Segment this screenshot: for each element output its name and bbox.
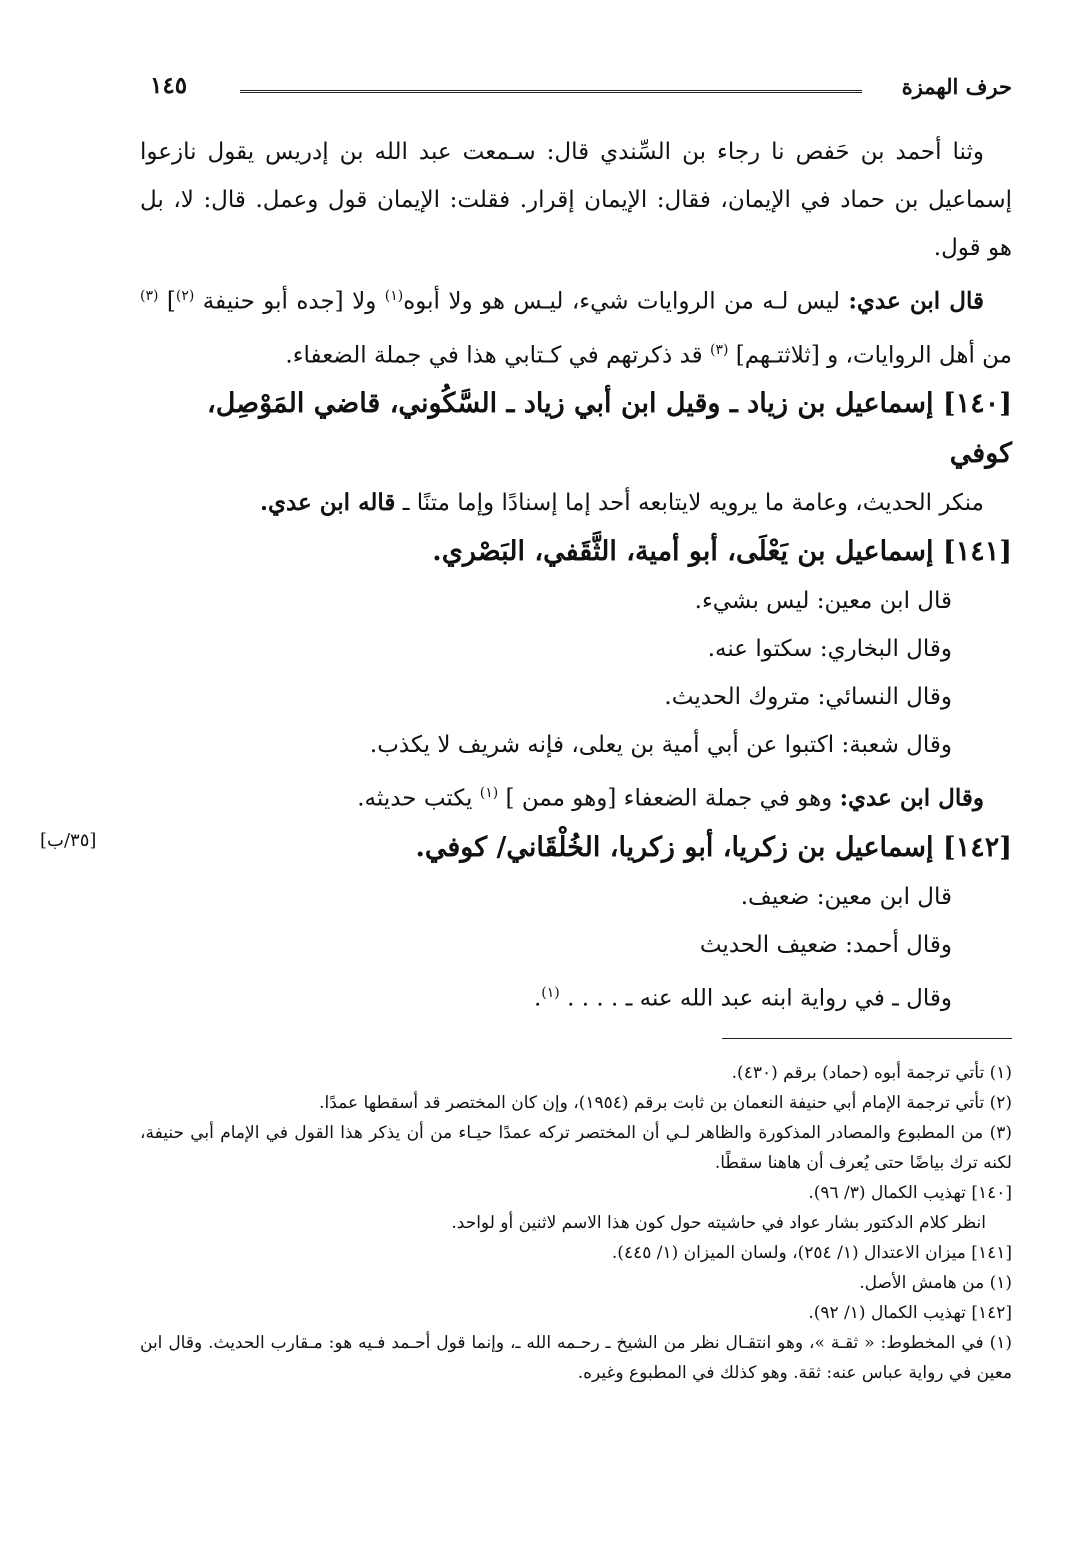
footnote-marker: (٣)	[709, 341, 729, 358]
entry-text-140	[140, 479, 1012, 527]
text-span: ]	[158, 288, 176, 315]
footnote-marker: (١)	[384, 288, 404, 304]
text-span: قد ذكرتهم في كـتابي هذا في جملة الضعفاء.	[285, 342, 710, 369]
footnote: (٢) تأتي ترجمة الإمام أبي حنيفة النعمان بن ثابت برقم (١٩٥٤)، وإن كان المختصر قد أسقطها عمدًا.	[319, 1093, 1012, 1113]
footnote: (١) في المخطوط: « ثقـة »، وهو انتقـال نظر من الشيخ ـ رحـمه الله ـ، وإنما قول أحـمد فـيه هو: مـقارب الحديث. وقال ابن معين في رواية عباس عنه: ثقة. وهو كذلك في المطبوع وغيره.	[140, 1333, 1012, 1383]
entry-heading-140: [١٤٠] إسماعيل بن زياد ـ وقيل ابن أبي زياد ـ السَّكُوني، قاضي المَوْصِل، كوفي	[206, 388, 1012, 470]
footnote-marker: (١)	[541, 984, 560, 1001]
speaker-label: قال ابن عدي:	[848, 287, 984, 315]
page-header	[150, 72, 1012, 112]
quote-line: قال ابن معين: ليس بشيء.	[694, 588, 952, 615]
text-span: ولا [جده أبو حنيفة	[194, 288, 385, 315]
speaker-label: وقال ابن عدي:	[839, 784, 984, 812]
page-number: ١٤٥	[150, 72, 188, 99]
text-span: منكر الحديث، وعامة ما يرويه لايتابعه أحد إما إسنادًا وإما متنًا ـ	[395, 490, 984, 517]
paragraph-ibn-adi	[140, 272, 1012, 379]
header-rule	[240, 90, 862, 93]
quote-line: وقال البخاري: سكتوا عنه.	[707, 636, 952, 663]
footnote: [١٤٢] تهذيب الكمال (١/ ٩٢).	[808, 1303, 1012, 1323]
text-span: من أهل الروايات، و [ثلاثتـهم]	[728, 342, 1012, 369]
running-title: حرف الهمزة	[901, 74, 1012, 99]
marginal-folio-ref: [٣٥/ب]	[40, 830, 97, 851]
text-span: .	[533, 985, 542, 1012]
footnote: (٣) من المطبوع والمصادر المذكورة والظاهر لـي أن المختصر تركه عمدًا حيـاء من أن يذكر هذا القول في الإمام أبي حنيفة، لكنه ترك بياضًا حتى يُعرف أن هاهنا سقطًا.	[140, 1123, 1012, 1173]
text-span: وهو في جملة الضعفاء [وهو ممن ]	[498, 785, 840, 812]
entry-heading-142: [١٤٢] إسماعيل بن زكريا، أبو زكريا، الخُلْقَاني/ كوفي.	[415, 831, 1012, 863]
source-attribution: قاله ابن عدي.	[259, 489, 396, 517]
entry-heading-141: [١٤١] إسماعيل بن يَعْلَى، أبو أمية، الثَّقَفي، البَصْري.	[432, 536, 1012, 568]
text-span: يكتب حديثه.	[357, 785, 480, 812]
quote-line: وقال أحمد: ضعيف الحديث	[699, 931, 952, 958]
quote-line	[140, 969, 1012, 1023]
quote-line	[140, 769, 1012, 823]
quote-line: وقال شعبة: اكتبوا عن أبي أمية بن يعلى، فإنه شريف لا يكذب.	[369, 732, 952, 759]
main-text	[140, 128, 1012, 1023]
text-span: وقال ـ في رواية ابنه عبد الله عنه ـ . . . .	[559, 985, 952, 1012]
footnote-marker: (٢)	[175, 288, 195, 304]
footnote-marker: (١)	[479, 785, 499, 802]
text-span: ليس لـه من الروايات شيء، ليـس هو ولا أبوه	[403, 288, 849, 315]
footnotes	[140, 1058, 1012, 1388]
footnote-separator	[722, 1038, 1012, 1039]
footnote: [١٤٠] تهذيب الكمال (٣/ ٩٦).	[808, 1183, 1012, 1203]
footnote: (١) تأتي ترجمة أبوه (حماد) برقم (٤٣٠).	[731, 1063, 1012, 1083]
footnote: انظر كلام الدكتور بشار عواد في حاشيته حول كون هذا الاسم لاثنين أو لواحد.	[451, 1213, 986, 1233]
footnote-marker: (٣)	[140, 288, 159, 304]
paragraph-isnad: وثنا أحمد بن حَفص نا رجاء بن السِّندي قال: سـمعت عبد الله بن إدريس يقول نازعوا إسماعيل بن حماد في الإيمان، فقال: الإيمان إقرار. فقلت: الإيمان قول وعمل. قال: لا، بل هو قول.	[140, 139, 1012, 261]
quote-line: قال ابن معين: ضعيف.	[740, 883, 952, 910]
footnote: [١٤١] ميزان الاعتدال (١/ ٢٥٤)، ولسان الميزان (١/ ٤٤٥).	[611, 1243, 1012, 1263]
footnote: (١) من هامش الأصل.	[859, 1273, 1012, 1293]
quote-line: وقال النسائي: متروك الحديث.	[664, 684, 952, 711]
